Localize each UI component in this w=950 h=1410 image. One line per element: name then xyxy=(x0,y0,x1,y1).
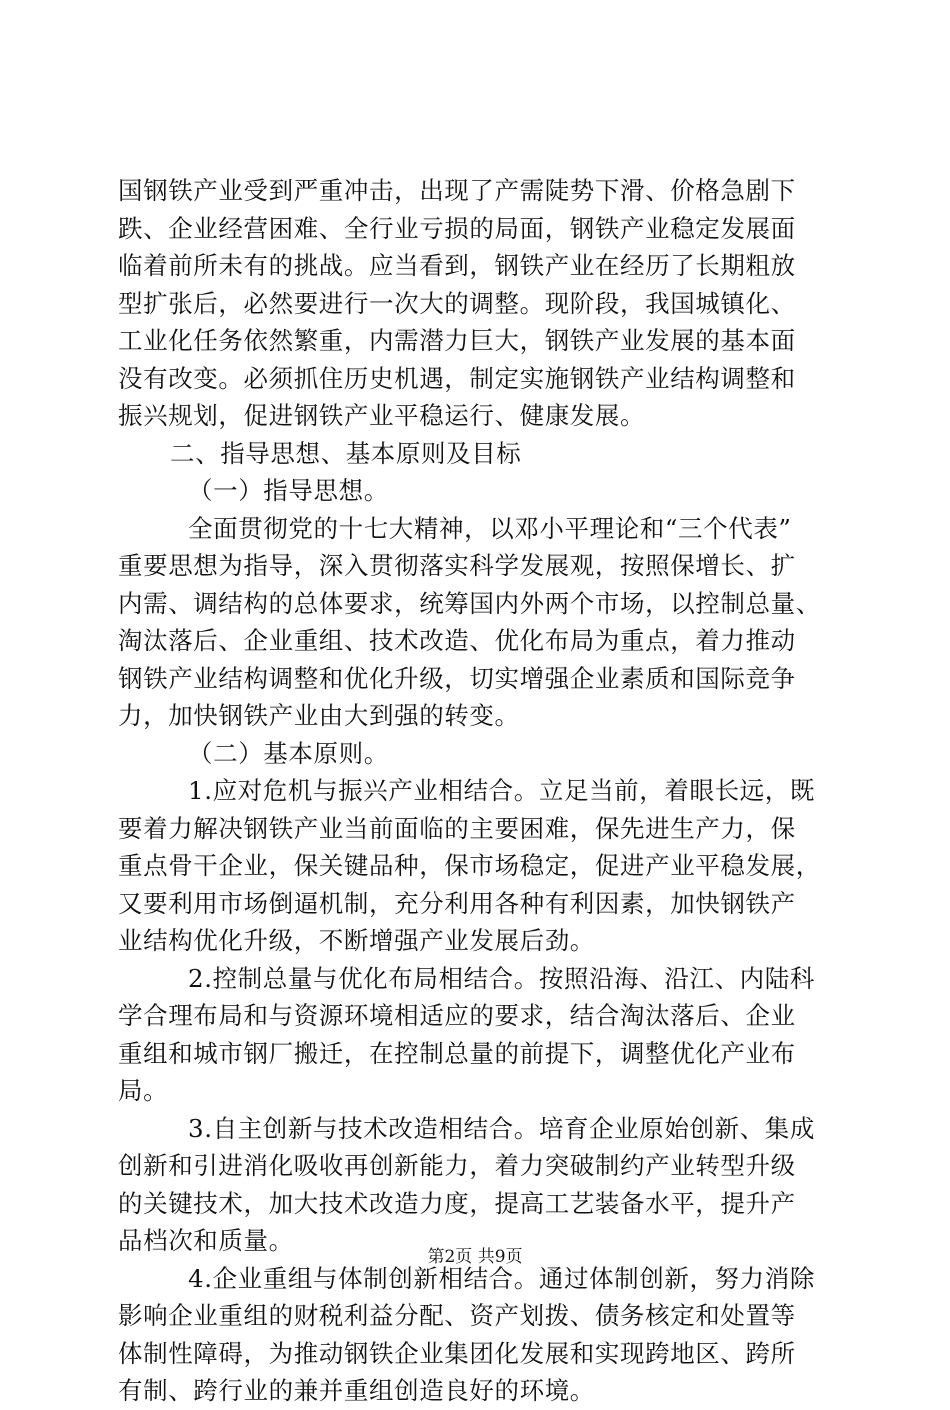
text-line: 淘汰落后、企业重组、技术改造、优化布局为重点，着力推动 xyxy=(118,626,796,655)
section-heading: 二、指导思想、基本原则及目标 xyxy=(170,438,522,468)
text-line: 国钢铁产业受到严重冲击，出现了产需陡势下滑、价格急剧下 xyxy=(118,176,796,205)
text-line: 临着前所未有的挑战。应当看到，钢铁产业在经历了长期粗放 xyxy=(118,251,796,280)
text-line: 没有改变。必须抓住历史机遇，制定实施钢铁产业结构调整和 xyxy=(118,363,796,393)
text-line: 品档次和质量。 xyxy=(118,1226,294,1255)
text-line: 有制、跨行业的兼并重组创造良好的环境。 xyxy=(118,1376,595,1405)
text-line: 重点骨干企业，保关键品种，保市场稳定，促进产业平稳发展， xyxy=(118,851,821,880)
text-line: 钢铁产业结构调整和优化升级，切实增强企业素质和国际竞争 xyxy=(118,663,796,693)
text-line: 跌、企业经营困难、全行业亏损的局面，钢铁产业稳定发展面 xyxy=(118,213,796,243)
text-line: 业结构优化升级，不断增强产业发展后劲。 xyxy=(118,926,595,955)
text-line: 的关键技术，加大技术改造力度，提高工艺装备水平，提升产 xyxy=(118,1188,796,1218)
subsection-heading: （二）基本原则。 xyxy=(188,738,389,768)
text-line: 学合理布局和与资源环境相适应的要求，结合淘汰落后、企业 xyxy=(118,1001,796,1030)
subsection-heading: （一）指导思想。 xyxy=(188,476,389,505)
text-line: 3.自主创新与技术改造相结合。培育企业原始创新、集成 xyxy=(188,1113,815,1143)
text-line: 2.控制总量与优化布局相结合。按照沿海、沿江、内陆科 xyxy=(188,963,815,993)
text-line: 全面贯彻党的十七大精神，以邓小平理论和“三个代表” xyxy=(188,513,792,543)
text-line: 创新和引进消化吸收再创新能力，着力突破制约产业转型升级 xyxy=(118,1151,796,1180)
text-line: 体制性障碍，为推动钢铁企业集团化发展和实现跨地区、跨所 xyxy=(118,1338,796,1368)
text-line: 又要利用市场倒逼机制，充分利用各种有利因素，加快钢铁产 xyxy=(118,888,796,918)
page-number: 第2页 共9页 xyxy=(427,1247,523,1267)
text-line: 影响企业重组的财税利益分配、资产划拨、债务核定和处置等 xyxy=(118,1301,796,1330)
text-line: 要着力解决钢铁产业当前面临的主要困难，保先进生产力，保 xyxy=(118,813,796,843)
text-line: 型扩张后，必然要进行一次大的调整。现阶段，我国城镇化、 xyxy=(118,288,796,318)
text-line: 局。 xyxy=(118,1076,169,1105)
text-line: 重组和城市钢厂搬迁，在控制总量的前提下，调整优化产业布 xyxy=(118,1038,796,1068)
text-line: 振兴规划，促进钢铁产业平稳运行、健康发展。 xyxy=(118,401,646,430)
text-line: 内需、调结构的总体要求，统筹国内外两个市场，以控制总量、 xyxy=(118,588,821,618)
text-line: 4.企业重组与体制创新相结合。通过体制创新，努力消除 xyxy=(188,1263,815,1293)
document-body xyxy=(118,172,838,1410)
text-line: 力，加快钢铁产业由大到强的转变。 xyxy=(118,701,520,730)
text-line: 工业化任务依然繁重，内需潜力巨大，钢铁产业发展的基本面 xyxy=(118,326,796,355)
text-line: 1.应对危机与振兴产业相结合。立足当前，着眼长远，既 xyxy=(188,776,815,805)
page-footer xyxy=(0,1245,950,1269)
text-line: 重要思想为指导，深入贯彻落实科学发展观，按照保增长、扩 xyxy=(118,551,796,580)
